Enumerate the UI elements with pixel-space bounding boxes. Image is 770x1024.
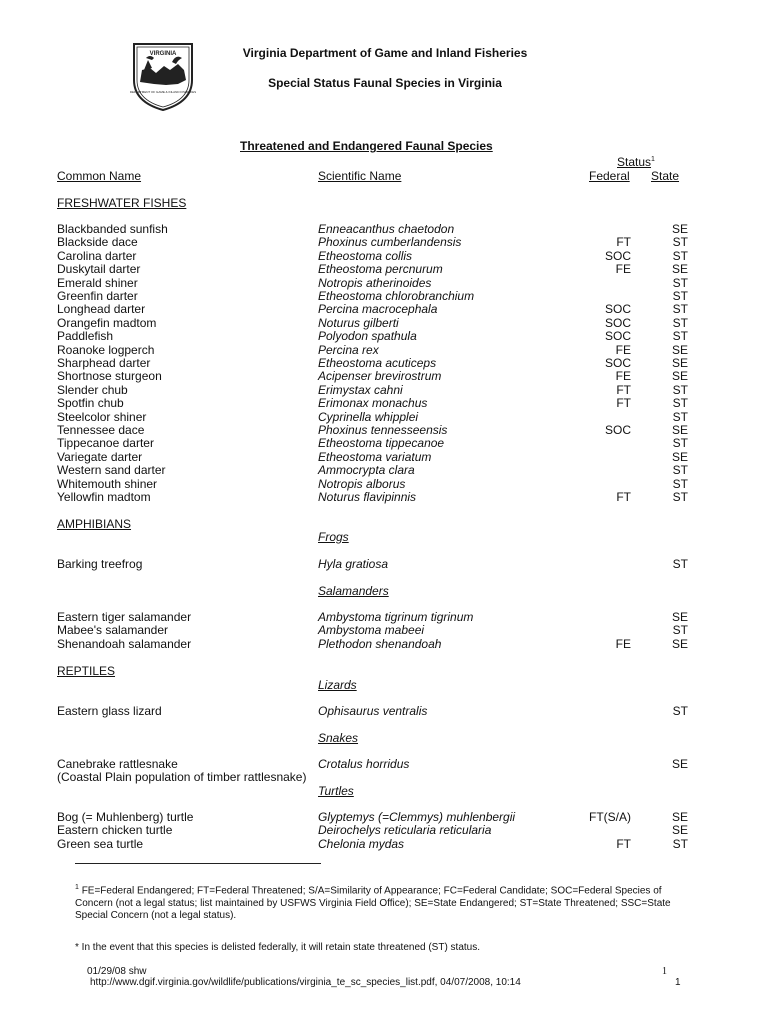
table-row	[0, 491, 770, 504]
table-row	[0, 811, 770, 824]
table-row	[0, 638, 770, 651]
federal-status: FE	[615, 369, 631, 384]
footnote-line-3: Special Concern (not a legal status).	[75, 910, 237, 922]
section-reptiles: REPTILES	[57, 664, 116, 678]
state-status: SE	[671, 356, 688, 370]
common-name: Emerald shiner	[57, 275, 138, 290]
state-status: SE	[671, 342, 688, 357]
common-name: Carolina darter	[57, 248, 137, 263]
footer-url: http://www.dgif.virginia.gov/wildlife/publications/virginia_te_sc_species_list.pdf, 04/07/2008, 10:14	[90, 977, 521, 988]
scientific-name: Percina rex	[318, 342, 379, 357]
common-name: Spotfin chub	[57, 396, 124, 411]
subsection-snakes: Snakes	[318, 731, 359, 745]
table-row	[0, 370, 770, 383]
common-name: Shenandoah salamander	[57, 636, 192, 651]
federal-status: FT	[616, 836, 631, 851]
common-name: Barking treefrog	[57, 557, 143, 571]
state-status: ST	[672, 382, 688, 397]
table-row	[0, 464, 770, 477]
common-name: Western sand darter	[57, 463, 166, 478]
scientific-name: Plethodon shenandoah	[318, 636, 442, 651]
table-row	[0, 558, 770, 571]
table-row	[0, 303, 770, 316]
footnote-marker: 1	[75, 884, 79, 891]
federal-status: FE	[615, 342, 631, 357]
scientific-name: Enneacanthus chaetodon	[318, 222, 455, 236]
common-name: Longhead darter	[57, 302, 146, 317]
scientific-name: Deirochelys reticularia reticularia	[318, 823, 492, 838]
common-name: Whitemouth shiner	[57, 476, 158, 491]
scientific-name: Glyptemys (=Clemmys) muhlenbergii	[318, 810, 516, 824]
common-name: Yellowfin madtom	[57, 490, 151, 504]
common-name: Shortnose sturgeon	[57, 369, 162, 384]
scientific-name: Notropis alborus	[318, 476, 406, 491]
scientific-name: Etheostoma percnurum	[318, 262, 443, 277]
state-status: SE	[671, 757, 688, 771]
footnote-line-2: Concern (not a legal status; list maintained by USFWS Virginia Field Office); SE=State Endangered; ST=State Threatened; SSC=State	[75, 897, 671, 909]
column-scientific-name: Scientific Name	[318, 169, 402, 183]
scientific-name: Noturus gilberti	[318, 315, 399, 330]
state-status: ST	[672, 490, 688, 504]
table-row	[0, 705, 770, 718]
common-name-note: (Coastal Plain population of timber rattlesnake)	[57, 770, 307, 784]
state-status: SE	[671, 610, 688, 624]
column-federal: Federal	[589, 169, 630, 183]
state-status: ST	[672, 463, 688, 478]
common-name: Duskytail darter	[57, 262, 141, 277]
common-name: Orangefin madtom	[57, 315, 157, 330]
table-row	[0, 330, 770, 343]
table-row	[0, 357, 770, 370]
scientific-name: Ophisaurus ventralis	[318, 704, 428, 718]
federal-status: FT(S/A)	[589, 810, 631, 824]
state-status: ST	[672, 836, 688, 851]
column-state: State	[651, 169, 680, 183]
scientific-name: Etheostoma tippecanoe	[318, 436, 445, 451]
common-name: Green sea turtle	[57, 836, 144, 851]
federal-status: FE	[615, 262, 631, 277]
state-status: ST	[672, 315, 688, 330]
federal-status: FT	[616, 490, 631, 504]
federal-status: SOC	[604, 248, 631, 263]
table-title: Threatened and Endangered Faunal Species	[240, 139, 493, 153]
table-row	[0, 411, 770, 424]
scientific-name: Etheostoma variatum	[318, 449, 432, 464]
table-row	[0, 263, 770, 276]
footnote-divider	[75, 863, 321, 864]
common-name: Bog (= Muhlenberg) turtle	[57, 810, 194, 824]
section-freshwater-fishes: FRESHWATER FISHES	[57, 196, 187, 210]
common-name: Sharphead darter	[57, 356, 151, 370]
common-name: Eastern chicken turtle	[57, 823, 173, 838]
scientific-name: Chelonia mydas	[318, 836, 405, 851]
delisting-note: * In the event that this species is delisted federally, it will retain state threatened (ST) status.	[75, 942, 481, 953]
table-row	[0, 824, 770, 837]
scientific-name: Etheostoma acuticeps	[318, 356, 437, 370]
scientific-name: Erimonax monachus	[318, 396, 428, 411]
scientific-name: Crotalus horridus	[318, 757, 410, 771]
scientific-name: Ambystoma tigrinum tigrinum	[318, 610, 474, 624]
state-status: ST	[672, 623, 688, 638]
state-status: SE	[671, 810, 688, 824]
table-row	[0, 624, 770, 637]
state-status: SE	[671, 222, 688, 236]
footer-page-number: 1	[675, 977, 681, 988]
table-row	[0, 611, 770, 624]
common-name: Steelcolor shiner	[57, 409, 147, 424]
footer-page-mark: 1	[662, 966, 667, 977]
state-status: ST	[672, 235, 688, 250]
state-status: SE	[671, 449, 688, 464]
common-name: Greenfin darter	[57, 289, 138, 303]
footnote-line-1: FE=Federal Endangered; FT=Federal Threatened; S/A=Similarity of Appearance; FC=Federal Candidate; SOC=Federal Species of	[81, 885, 662, 897]
state-status: ST	[672, 302, 688, 317]
scientific-name: Polyodon spathula	[318, 329, 417, 344]
common-name: Blackbanded sunfish	[57, 222, 168, 236]
state-status: ST	[672, 557, 688, 571]
table-row	[0, 838, 770, 851]
common-name: Canebrake rattlesnake	[57, 757, 178, 771]
document-subtitle: Special Status Faunal Species in Virginia	[268, 76, 502, 90]
footer-date: 01/29/08 shw	[87, 966, 147, 977]
federal-status: SOC	[604, 356, 631, 370]
seal-caption: DEPARTMENT OF GAME & INLAND FISHERIES	[129, 90, 197, 94]
status-superscript: 1	[651, 156, 655, 163]
common-name: Tennessee dace	[57, 423, 145, 437]
federal-status: SOC	[604, 423, 631, 437]
state-status: ST	[672, 329, 688, 344]
scientific-name: Percina macrocephala	[318, 302, 438, 317]
footnote-status	[75, 882, 705, 923]
common-name: Eastern tiger salamander	[57, 610, 192, 624]
scientific-name: Etheostoma chlorobranchium	[318, 289, 475, 303]
scientific-name: Ambystoma mabeei	[318, 623, 425, 638]
section-amphibians: AMPHIBIANS	[57, 517, 132, 531]
scientific-name: Noturus flavipinnis	[318, 490, 417, 504]
common-name: Variegate darter	[57, 449, 143, 464]
scientific-name: Cyprinella whipplei	[318, 409, 419, 424]
scientific-name: Erimystax cahni	[318, 382, 403, 397]
table-row	[0, 236, 770, 249]
common-name: Roanoke logperch	[57, 342, 155, 357]
state-status: ST	[672, 476, 688, 491]
table-row	[0, 437, 770, 450]
table-row	[0, 250, 770, 263]
federal-status: FT	[616, 235, 631, 250]
table-row	[0, 290, 770, 303]
federal-status: SOC	[604, 315, 631, 330]
common-name: Blackside dace	[57, 235, 138, 250]
scientific-name: Phoxinus tennesseensis	[318, 423, 448, 437]
scientific-name: Etheostoma collis	[318, 248, 413, 263]
state-status: ST	[672, 289, 688, 303]
state-status: SE	[671, 369, 688, 384]
table-row	[0, 277, 770, 290]
subsection-lizards: Lizards	[318, 678, 357, 692]
scientific-name: Notropis atherinoides	[318, 275, 432, 290]
table-row	[0, 344, 770, 357]
table-row	[0, 424, 770, 437]
table-row	[0, 317, 770, 330]
state-status: ST	[672, 409, 688, 424]
subsection-frogs: Frogs	[318, 530, 349, 544]
state-status: ST	[672, 396, 688, 411]
state-status: SE	[671, 823, 688, 838]
common-name: Slender chub	[57, 382, 128, 397]
state-status: ST	[672, 436, 688, 451]
status-label: Status	[617, 155, 652, 169]
federal-status: SOC	[604, 329, 631, 344]
table-row	[0, 223, 770, 236]
subsection-turtles: Turtles	[318, 784, 354, 798]
scientific-name: Ammocrypta clara	[318, 463, 415, 478]
state-status: ST	[672, 704, 688, 718]
table-row	[0, 384, 770, 397]
scientific-name: Hyla gratiosa	[318, 557, 389, 571]
scientific-name: Phoxinus cumberlandensis	[318, 235, 462, 250]
status-header	[617, 153, 655, 169]
table-row	[0, 397, 770, 410]
federal-status: FT	[616, 396, 631, 411]
table-row	[0, 478, 770, 491]
state-status: ST	[672, 248, 688, 263]
common-name: Paddlefish	[57, 329, 114, 344]
scientific-name: Acipenser brevirostrum	[318, 369, 442, 384]
state-status: SE	[671, 262, 688, 277]
federal-status: FE	[615, 636, 631, 651]
column-common-name: Common Name	[57, 169, 142, 183]
common-name: Mabee's salamander	[57, 623, 169, 638]
federal-status: FT	[616, 382, 631, 397]
federal-status: SOC	[604, 302, 631, 317]
common-name: Tippecanoe darter	[57, 436, 154, 451]
table-row	[0, 451, 770, 464]
state-status: ST	[672, 275, 688, 290]
common-name: Eastern glass lizard	[57, 704, 162, 718]
state-status: SE	[671, 636, 688, 651]
seal-title: VIRGINIA	[149, 51, 177, 57]
subsection-salamanders: Salamanders	[318, 584, 389, 598]
state-status: SE	[671, 423, 688, 437]
agency-title: Virginia Department of Game and Inland Fisheries	[242, 46, 528, 60]
